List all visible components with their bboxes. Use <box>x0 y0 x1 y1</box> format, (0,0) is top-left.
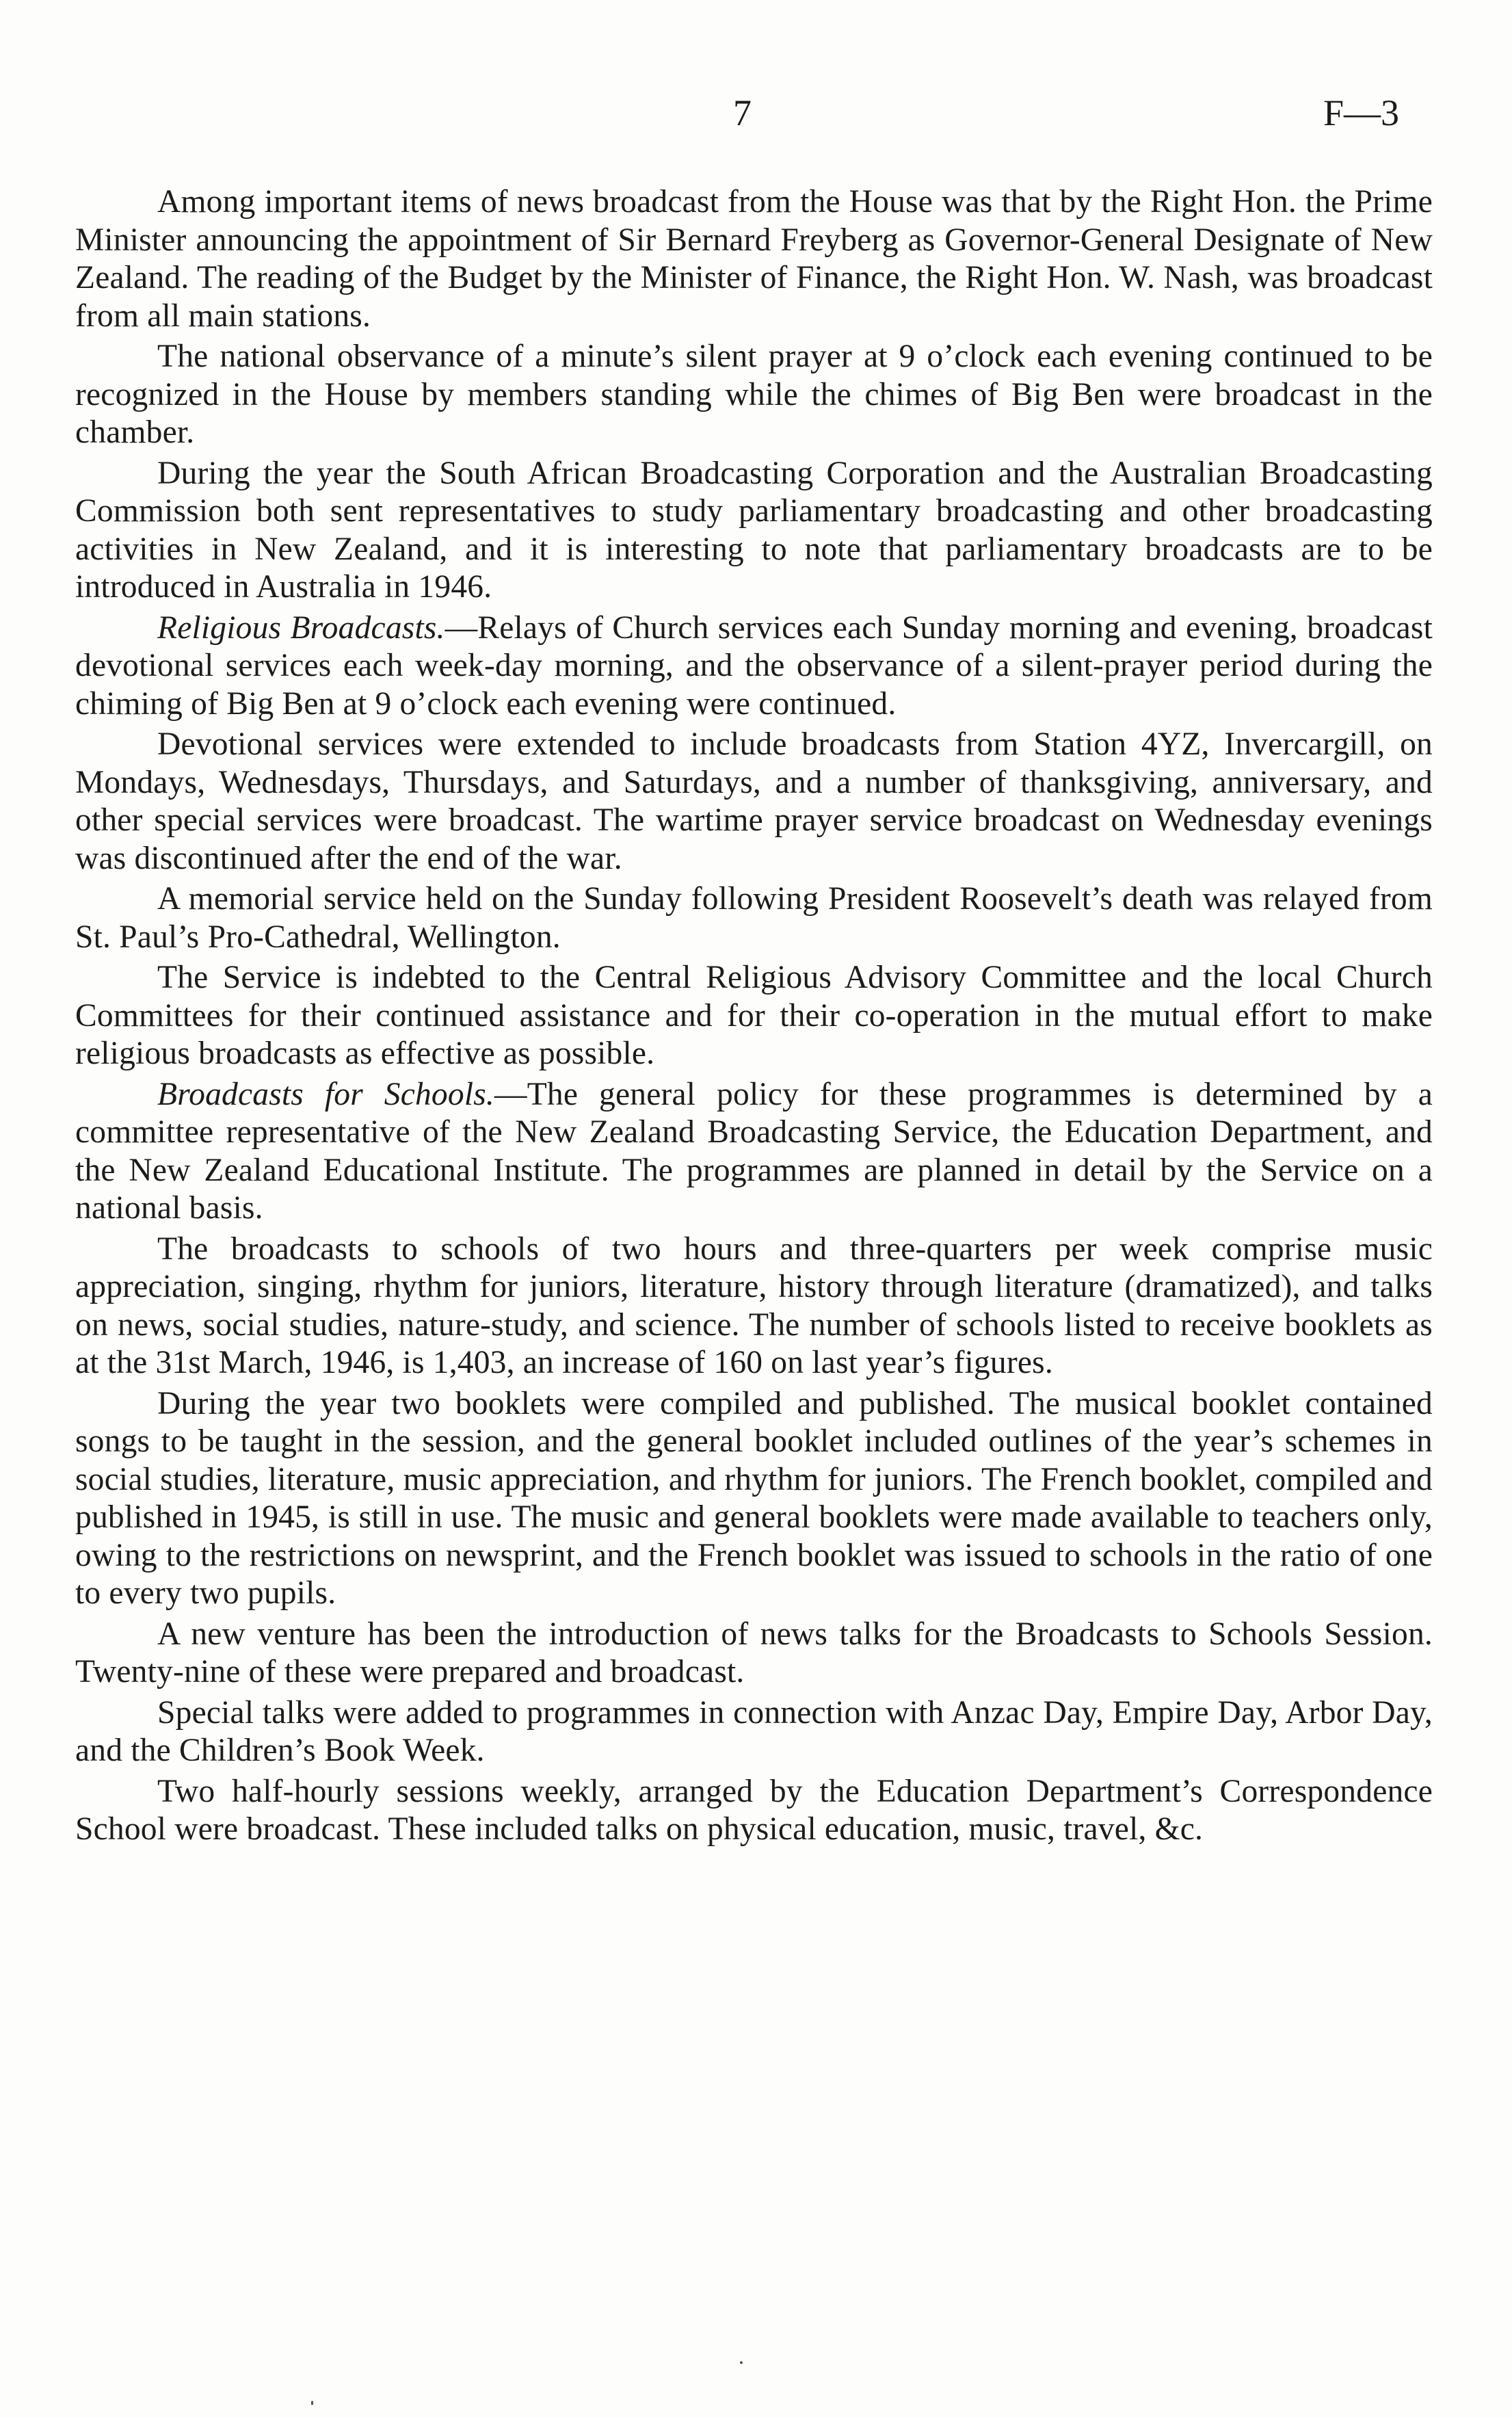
paragraph-visiting-representatives: During the year the South African Broadcasting Corporation and the Australian Broadcasting Commission both sent representatives to study parliamentary broadcasting and other broadcasting activities in New Zealand, and it is interesting to note that parliamentary broadcasts are to be introduced in Australia in 1946. <box>75 455 1433 605</box>
print-speck <box>740 2361 743 2364</box>
paragraph-correspondence-school: Two half-hourly sessions weekly, arranged by the Education Department’s Correspondence School were broadcast. These included talks on physical education, music, travel, &c. <box>75 1773 1433 1847</box>
section-heading-broadcasts-for-schools: Broadcasts for Schools. <box>157 1076 494 1112</box>
paragraph-school-programmes: The broadcasts to schools of two hours and three-quarters per week comprise music appreciation, singing, rhythm for juniors, literature, history through literature (dramatized), and talks on news, social studies, nature-study, and science. The number of schools listed to receive booklets as at the 31st March, 1946, is 1,403, an increase of 160 on last year’s figures. <box>75 1231 1433 1380</box>
paragraph-house-broadcasts: Among important items of news broadcast from the House was that by the Right Hon. the Prime Minister announcing the appointment of Sir Bernard Freyberg as Governor-General Designate of New Zealand. The reading of the Budget by the Minister of Finance, the Right Hon. W. Nash, was broadcast from all main stations. <box>75 184 1433 334</box>
paragraph-booklets: During the year two booklets were compiled and published. The musical booklet contained songs to be taught in the session, and the general booklet included outlines of the year’s schemes in social studies, literature, music appreciation, and rhythm for juniors. The French booklet, compiled and published in 1945, is still in use. The music and general booklets were made available to teachers only, owing to the restrictions on newsprint, and the French booklet was issued to schools in the ratio of one to every two pupils. <box>75 1385 1433 1611</box>
document-code: F—3 <box>1323 92 1400 133</box>
print-speck <box>311 2401 313 2405</box>
paragraph-religious-broadcasts: Religious Broadcasts.—Relays of Church services each Sunday morning and evening, broadcast devotional services each week-day morning, and the observance of a silent-prayer period during the chiming of Big Ben at 9 o’clock each evening were continued. <box>75 609 1433 722</box>
paragraph-church-committees: The Service is indebted to the Central Religious Advisory Committee and the local Church Committees for their continued assistance and for their co-operation in the mutual effort to make religious broadcasts as effective as possible. <box>75 960 1433 1071</box>
page-number: 7 <box>733 92 752 133</box>
paragraph-broadcasts-for-schools: Broadcasts for Schools.—The general policy for these programmes is determined by a committee representative of the New Zealand Broadcasting Service, the Education Department, and the New Zealand Educational Institute. The programmes are planned in detail by the Service on a national basis. <box>75 1076 1433 1226</box>
paragraph-silent-prayer: The national observance of a minute’s silent prayer at 9 o’clock each evening continued to be recognized in the House by members standing while the chimes of Big Ben were broadcast in the chamber. <box>75 339 1433 450</box>
paragraph-news-talks: A new venture has been the introduction of news talks for the Broadcasts to Schools Session. Twenty-nine of these were prepared and broadcast. <box>75 1616 1433 1690</box>
paragraph-memorial-service: A memorial service held on the Sunday following President Roosevelt’s death was relayed from St. Paul’s Pro-Cathedral, Wellington. <box>75 881 1433 955</box>
body-text <box>75 183 1433 1852</box>
paragraph-special-talks: Special talks were added to programmes in connection with Anzac Day, Empire Day, Arbor Day, and the Children’s Book Week. <box>75 1694 1433 1768</box>
section-heading-religious-broadcasts: Religious Broadcasts. <box>157 609 445 646</box>
paragraph-devotional-services: Devotional services were extended to include broadcasts from Station 4YZ, Invercargill, on Mondays, Wednesdays, Thursdays, and Saturdays, and a number of thanksgiving, anniversary, and other special services were broadcast. The wartime prayer service broadcast on Wednesday evenings was discontinued after the end of the war. <box>75 726 1433 876</box>
